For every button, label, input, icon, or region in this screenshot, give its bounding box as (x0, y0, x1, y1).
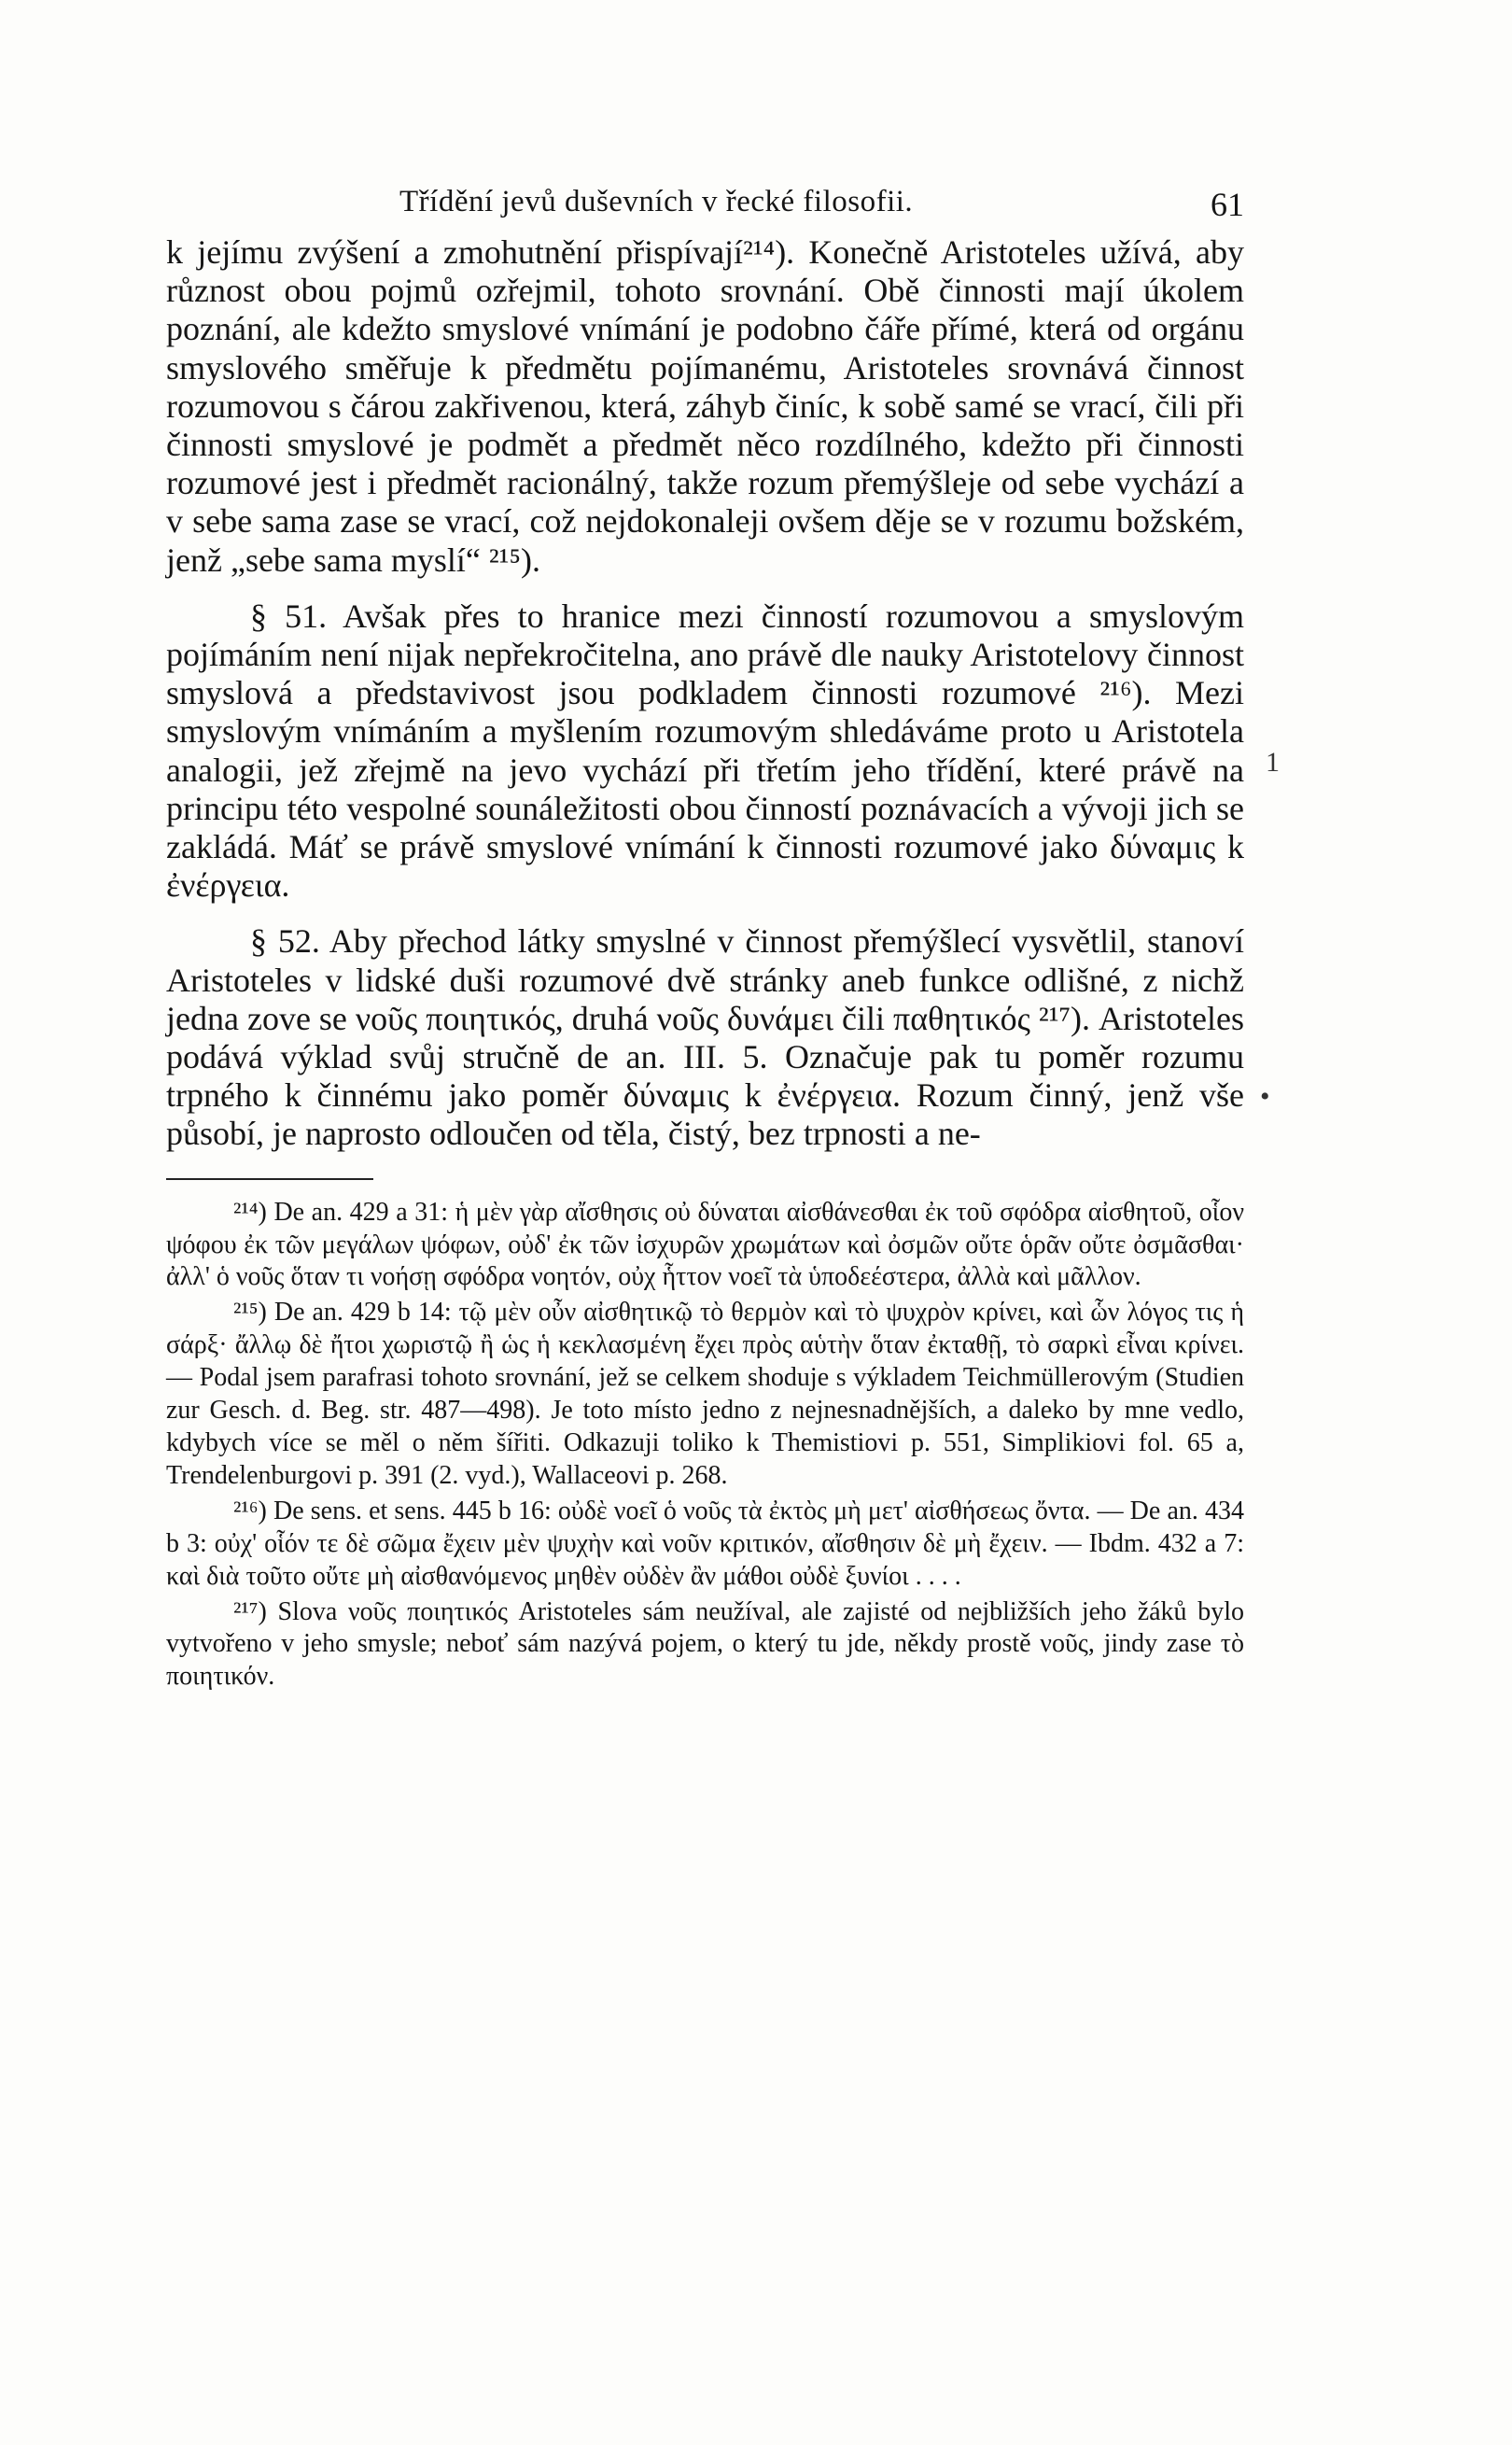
margin-mark: 1 (1266, 747, 1280, 778)
paragraph-continuation: k jejímu zvýšení a zmohutnění přispívají²¹⁴). Konečně Aristoteles užívá, aby různost obou pojmů ozřejmil, tohoto srovnání. Obě činnosti mají úkolem poznání, ale kdežto smyslové vnímání je podobno čáře přímé, která od orgánu smyslového směřuje k předmětu pojímanému, Aristoteles srovnává činnost rozumovou s čárou zakřivenou, která, záhyb činíc, k sobě samé se vrací, čili při činnosti smyslové je podmět a předmět něco rozdílného, kdežto při činnosti rozumové jest i předmět racionálný, takže rozum přemýšleje od sebe vychází a v sebe sama zase se vrací, což nejdokonaleji ovšem děje se v rozumu božském, jenž „sebe sama myslí“ ²¹⁵). (166, 233, 1244, 579)
footnote-216: ²¹⁶) De sens. et sens. 445 b 16: οὐδὲ νοεῖ ὁ νοῦς τὰ ἐκτὸς μὴ μετ' αἰσθήσεως ὄντα. — De an. 434 b 3: οὐχ' οἷόν τε δὲ σῶμα ἔχειν μὲν ψυχὴν καὶ νοῦν κριτικόν, αἴσθησιν δὲ μὴ ἔχειν. — Ibdm. 432 a 7: καὶ διὰ τοῦτο οὔτε μὴ αἰσθανόμενος μηθὲν οὐδὲν ἂν μάθοι οὐδὲ ξυνίοι . . . . (166, 1496, 1244, 1591)
paragraph-section-51: § 51. Avšak přes to hranice mezi činností rozumovou a smyslovým pojímáním není nijak nepřekročitelna, ano právě dle nauky Aristotelovy činnost smyslová a představivost jsou podkladem činnosti rozumové ²¹⁶). Mezi smyslovým vnímáním a myšlením rozumovým shledáváme proto u Aristotela analogii, jež zřejmě na jevo vychází při třetím jeho třídění, které právě na principu této vespolné sounáležitosti obou činností poznávacích a vývoji jich se zakládá. Máť se právě smyslové vnímání k činnosti rozumové jako δύναμις k ἐνέργεια. (166, 597, 1244, 905)
footnote-divider (166, 1178, 373, 1180)
footnote-214: ²¹⁴) De an. 429 a 31: ἡ μὲν γὰρ αἴσθησις οὐ δύναται αἰσθάνεσθαι ἐκ τοῦ σφόδρα αἰσθητοῦ, οἷον ψόφου ἐκ τῶν μεγάλων ψόφων, οὐδ' ἐκ τῶν ἰσχυρῶν χρωμάτων καὶ ὀσμῶν οὔτε ὁρᾶν οὔτε ὀσμᾶσθαι· ἀλλ' ὁ νοῦς ὅταν τι νοήσῃ σφόδρα νοητόν, οὐχ ἧττον νοεῖ τὰ ὑποδεέστερα, ἀλλὰ καὶ μᾶλλον. (166, 1197, 1244, 1292)
running-head-title: Třídění jevů duševních v řecké filosofii. (399, 185, 914, 218)
paragraph-section-52: § 52. Aby přechod látky smyslné v činnost přemýšlecí vysvětlil, stanoví Aristoteles v lidské duši rozumové dvě stránky aneb funkce odlišné, z nichž jedna zove se νοῦς ποιητικός, druhá νοῦς δυνάμει čili παθητικός ²¹⁷). Aristoteles podává výklad svůj stručně de an. III. 5. Označuje pak tu poměr rozumu trpného k činnému jako poměr δύναμις k ἐνέργεια. Rozum činný, jenž vše působí, je naprosto odloučen od těla, čistý, bez trpnosti a ne- (166, 922, 1245, 1153)
page-number: 61 (1211, 186, 1244, 223)
margin-dot: • (1260, 1081, 1270, 1112)
footnote-215: ²¹⁵) De an. 429 b 14: τῷ μὲν οὖν αἰσθητικῷ τὸ θερμὸν καὶ τὸ ψυχρὸν κρίνει, καὶ ὧν λόγος τις ἡ σάρξ· ἄλλῳ δὲ ἤτοι χωριστῷ ἢ ὡς ἡ κεκλασμένη ἔχει πρὸς αὑτὴν ὅταν ἐκταθῇ, τὸ σαρκὶ εἶναι κρίνει. — Podal jsem parafrasi tohoto srovnání, jež se celkem shoduje s výkladem Teichmüllerovým (Studien zur Gesch. d. Beg. str. 487—498). Je toto místo jedno z nejnesnadnějších, a daleko by mne vedlo, kdybych více se měl o něm šířiti. Odkazuji toliko k Themistiovi p. 551, Simplikiovi fol. 65 a, Trendelenburgovi p. 391 (2. vyd.), Wallaceovi p. 268. (166, 1298, 1244, 1490)
book-page (166, 177, 1244, 1693)
main-text (166, 233, 1244, 1154)
running-head (166, 177, 1244, 233)
footnote-217: ²¹⁷) Slova νοῦς ποιητικός Aristoteles sám neužíval, ale zajisté od nejbližších jeho žáků bylo vytvořeno v jeho smysle; neboť sám nazývá pojem, o který tu jde, někdy prostě νοῦς, jindy zase τὸ ποιητικόν. (166, 1596, 1244, 1692)
footnotes (166, 1197, 1244, 1694)
